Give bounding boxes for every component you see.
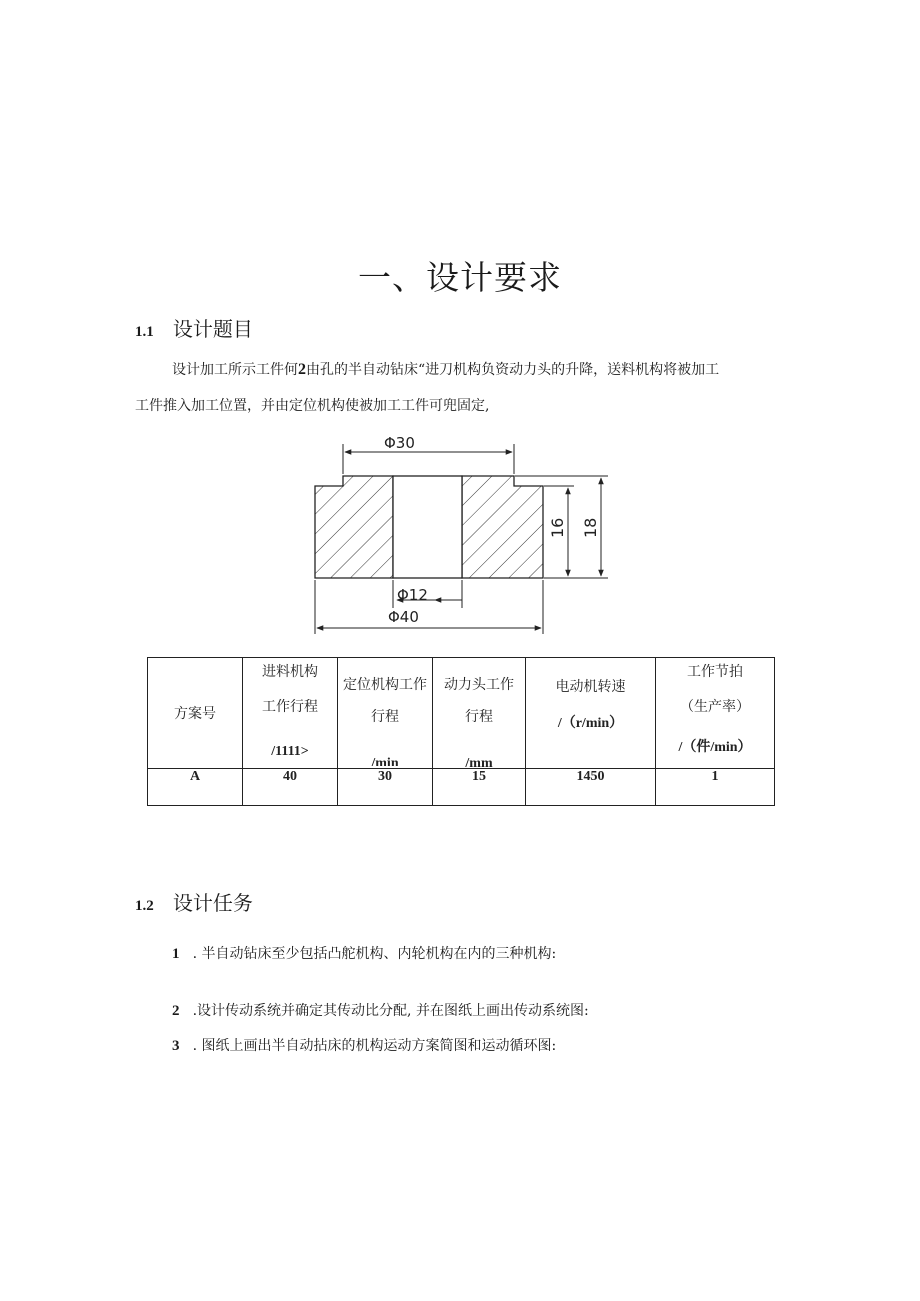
paragraph-text: 由孔的半自动钻床“进刀机构负资动力头的升降，送料机构将被加工: [306, 362, 720, 378]
header-power-head-stroke: 动力头工作 行程 /mm: [433, 658, 526, 769]
dimension-16: 16: [548, 517, 567, 538]
header-scheme-no: 方案号: [148, 658, 243, 769]
section-left: [315, 476, 393, 578]
section-right: [462, 476, 543, 578]
list-item: [172, 943, 556, 963]
cell-scheme: A: [148, 769, 243, 806]
cell-feed-stroke: 40: [243, 769, 338, 806]
section-1-paragraph-line-2: 工件推入加工位置，并由定位机构使被加工工件可兜固定,: [135, 398, 490, 414]
header-feed-stroke: 进料机构 工作行程 /1111>: [243, 658, 338, 769]
section-1-heading: [135, 313, 253, 342]
list-item-number: 2: [172, 1003, 180, 1019]
section-2-title: 设计任务: [172, 891, 253, 915]
paragraph-text: 设计加工所示工件何: [172, 362, 298, 378]
header-motor-speed: 电动机转速 /（r/min）: [526, 658, 656, 769]
list-item-number: 3: [172, 1038, 180, 1054]
page-title: 一、设计要求: [358, 258, 562, 297]
section-2-heading: [135, 887, 253, 916]
list-item-text: .设计传动系统并确定其传动比分配, 并在图纸上画出传动系统图:: [192, 1003, 589, 1019]
paragraph-number: 2: [298, 361, 306, 378]
table-row: [148, 769, 775, 806]
dimension-18: 18: [581, 517, 600, 538]
section-1-number: 1.1: [135, 324, 154, 340]
list-item: [172, 1035, 556, 1055]
cell-work-cycle: 1: [656, 769, 775, 806]
section-2-number: 1.2: [135, 898, 154, 914]
list-item-text: . 半自动钻床至少包括凸舵机构、内轮机构在内的三种机构:: [192, 946, 557, 962]
cell-motor-speed: 1450: [526, 769, 656, 806]
bore-hole: [393, 476, 462, 578]
list-item: [172, 1000, 589, 1020]
workpiece-drawing: [300, 430, 620, 640]
cell-positioning-stroke: 30: [338, 769, 433, 806]
section-1-title: 设计题目: [172, 317, 253, 341]
section-1-paragraph-line-1: [172, 360, 719, 380]
dimension-phi12: Φ12: [397, 586, 428, 604]
design-parameters-table: [147, 657, 775, 806]
list-item-number: 1: [172, 946, 180, 962]
dimension-phi30: Φ30: [384, 434, 415, 452]
header-positioning-stroke: 定位机构工作 行程 /min: [338, 658, 433, 769]
table-header-row: [148, 658, 775, 769]
dimension-phi40: Φ40: [388, 608, 419, 626]
header-work-cycle: 工作节拍 （生产率） /（件/min）: [656, 658, 775, 769]
list-item-text: . 图纸上画出半自动拈床的机构运动方案简图和运动循环图:: [192, 1038, 557, 1054]
cell-power-head-stroke: 15: [433, 769, 526, 806]
